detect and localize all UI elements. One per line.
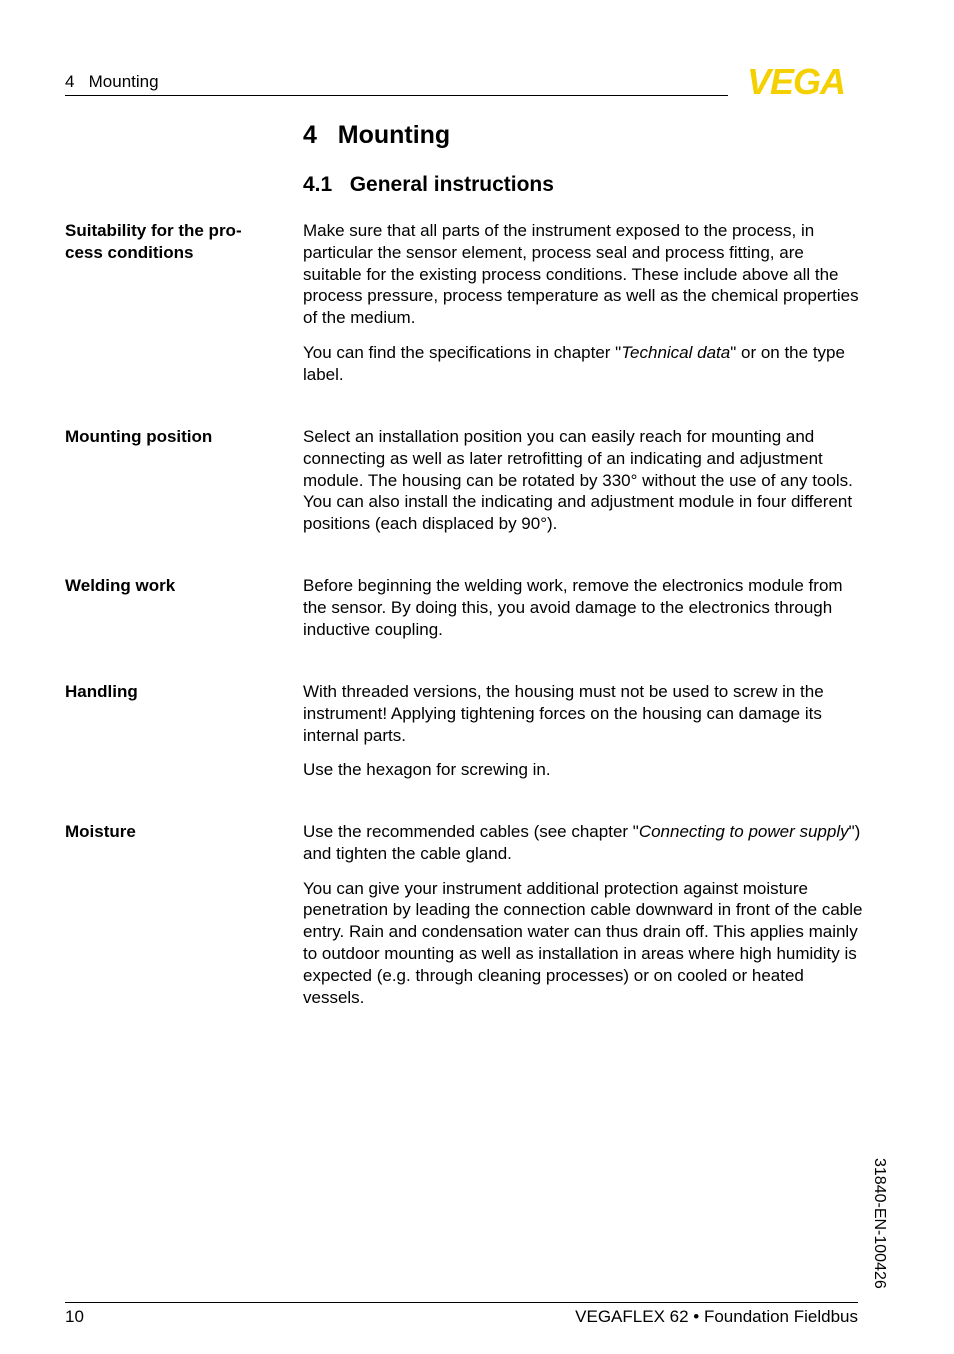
label-handling bbox=[65, 681, 275, 703]
page-number: 10 bbox=[65, 1307, 84, 1326]
text-run: " or on the type label. bbox=[303, 342, 845, 384]
paragraph bbox=[303, 821, 863, 865]
chapter-reference: Technical data bbox=[621, 342, 731, 362]
body-moisture bbox=[303, 821, 863, 1008]
vega-logo bbox=[734, 64, 858, 98]
paragraph: Use the hexagon for screwing in. bbox=[303, 760, 551, 780]
label-line: Mounting position bbox=[65, 427, 213, 446]
document-number: 31840-EN-100426 bbox=[871, 1158, 888, 1289]
header-rule bbox=[65, 95, 728, 96]
text-run: Use the recommended cables (see chapter " bbox=[303, 822, 639, 841]
label-line: Welding work bbox=[65, 576, 176, 595]
body-handling bbox=[303, 681, 863, 781]
paragraph: Select an installation position you can easily reach for mounting and connecting as well as later retrofitting of an indicating and adjustment module. The housing can be rotated by 330° without the use of any tools. You can also install the indicating and adjustment module in four different positions (each displaced by 90°). bbox=[303, 427, 853, 534]
paragraph: Before beginning the welding work, remove the electronics module from the sensor. By doing this, you avoid damage to the electronics through inductive coupling. bbox=[303, 576, 843, 639]
product-name: VEGAFLEX 62 • Foundation Fieldbus bbox=[575, 1307, 858, 1326]
label-line: Suitability for the pro- bbox=[65, 221, 242, 240]
running-header: 4 Mounting bbox=[65, 72, 159, 91]
label-suitability bbox=[65, 220, 275, 263]
chapter-title: 4 Mounting bbox=[303, 121, 451, 149]
footer-rule bbox=[65, 1302, 858, 1303]
text-run: You can find the specifications in chapter " bbox=[303, 342, 622, 362]
section-title: 4.1 General instructions bbox=[303, 173, 554, 196]
label-welding-work bbox=[65, 575, 275, 597]
chapter-reference: Connecting to power supply bbox=[638, 822, 849, 841]
label-mounting-position bbox=[65, 426, 275, 448]
logo-text: VEGA bbox=[746, 64, 846, 98]
paragraph: With threaded versions, the housing must not be used to screw in the instrument! Applying tightening forces on the housing can damage its internal parts. bbox=[303, 682, 824, 745]
body-welding-work bbox=[303, 575, 863, 640]
paragraph bbox=[303, 342, 863, 386]
label-line: Moisture bbox=[65, 822, 136, 841]
body-mounting-position bbox=[303, 426, 863, 535]
paragraph: You can give your instrument additional protection against moisture penetration by leading the connection cable downward in front of the cable entry. Rain and condensation water can thus drain off. This applies mainly to outdoor mounting as well as installation in areas where high humidity is expected (e.g. through cleaning processes) or on cooled or heated vessels. bbox=[303, 878, 863, 1007]
body-suitability bbox=[303, 220, 863, 386]
label-line: cess conditions bbox=[65, 242, 194, 262]
label-moisture bbox=[65, 821, 275, 843]
label-line: Handling bbox=[65, 682, 138, 701]
text-run: ") and tighten the cable gland. bbox=[303, 822, 861, 863]
paragraph: Make sure that all parts of the instrument exposed to the process, in particular the sensor element, process seal and process fitting, are suitable for the existing process conditions. These include above all the process pressure, process temperature as well as the chemical properties of the medium. bbox=[303, 221, 859, 328]
